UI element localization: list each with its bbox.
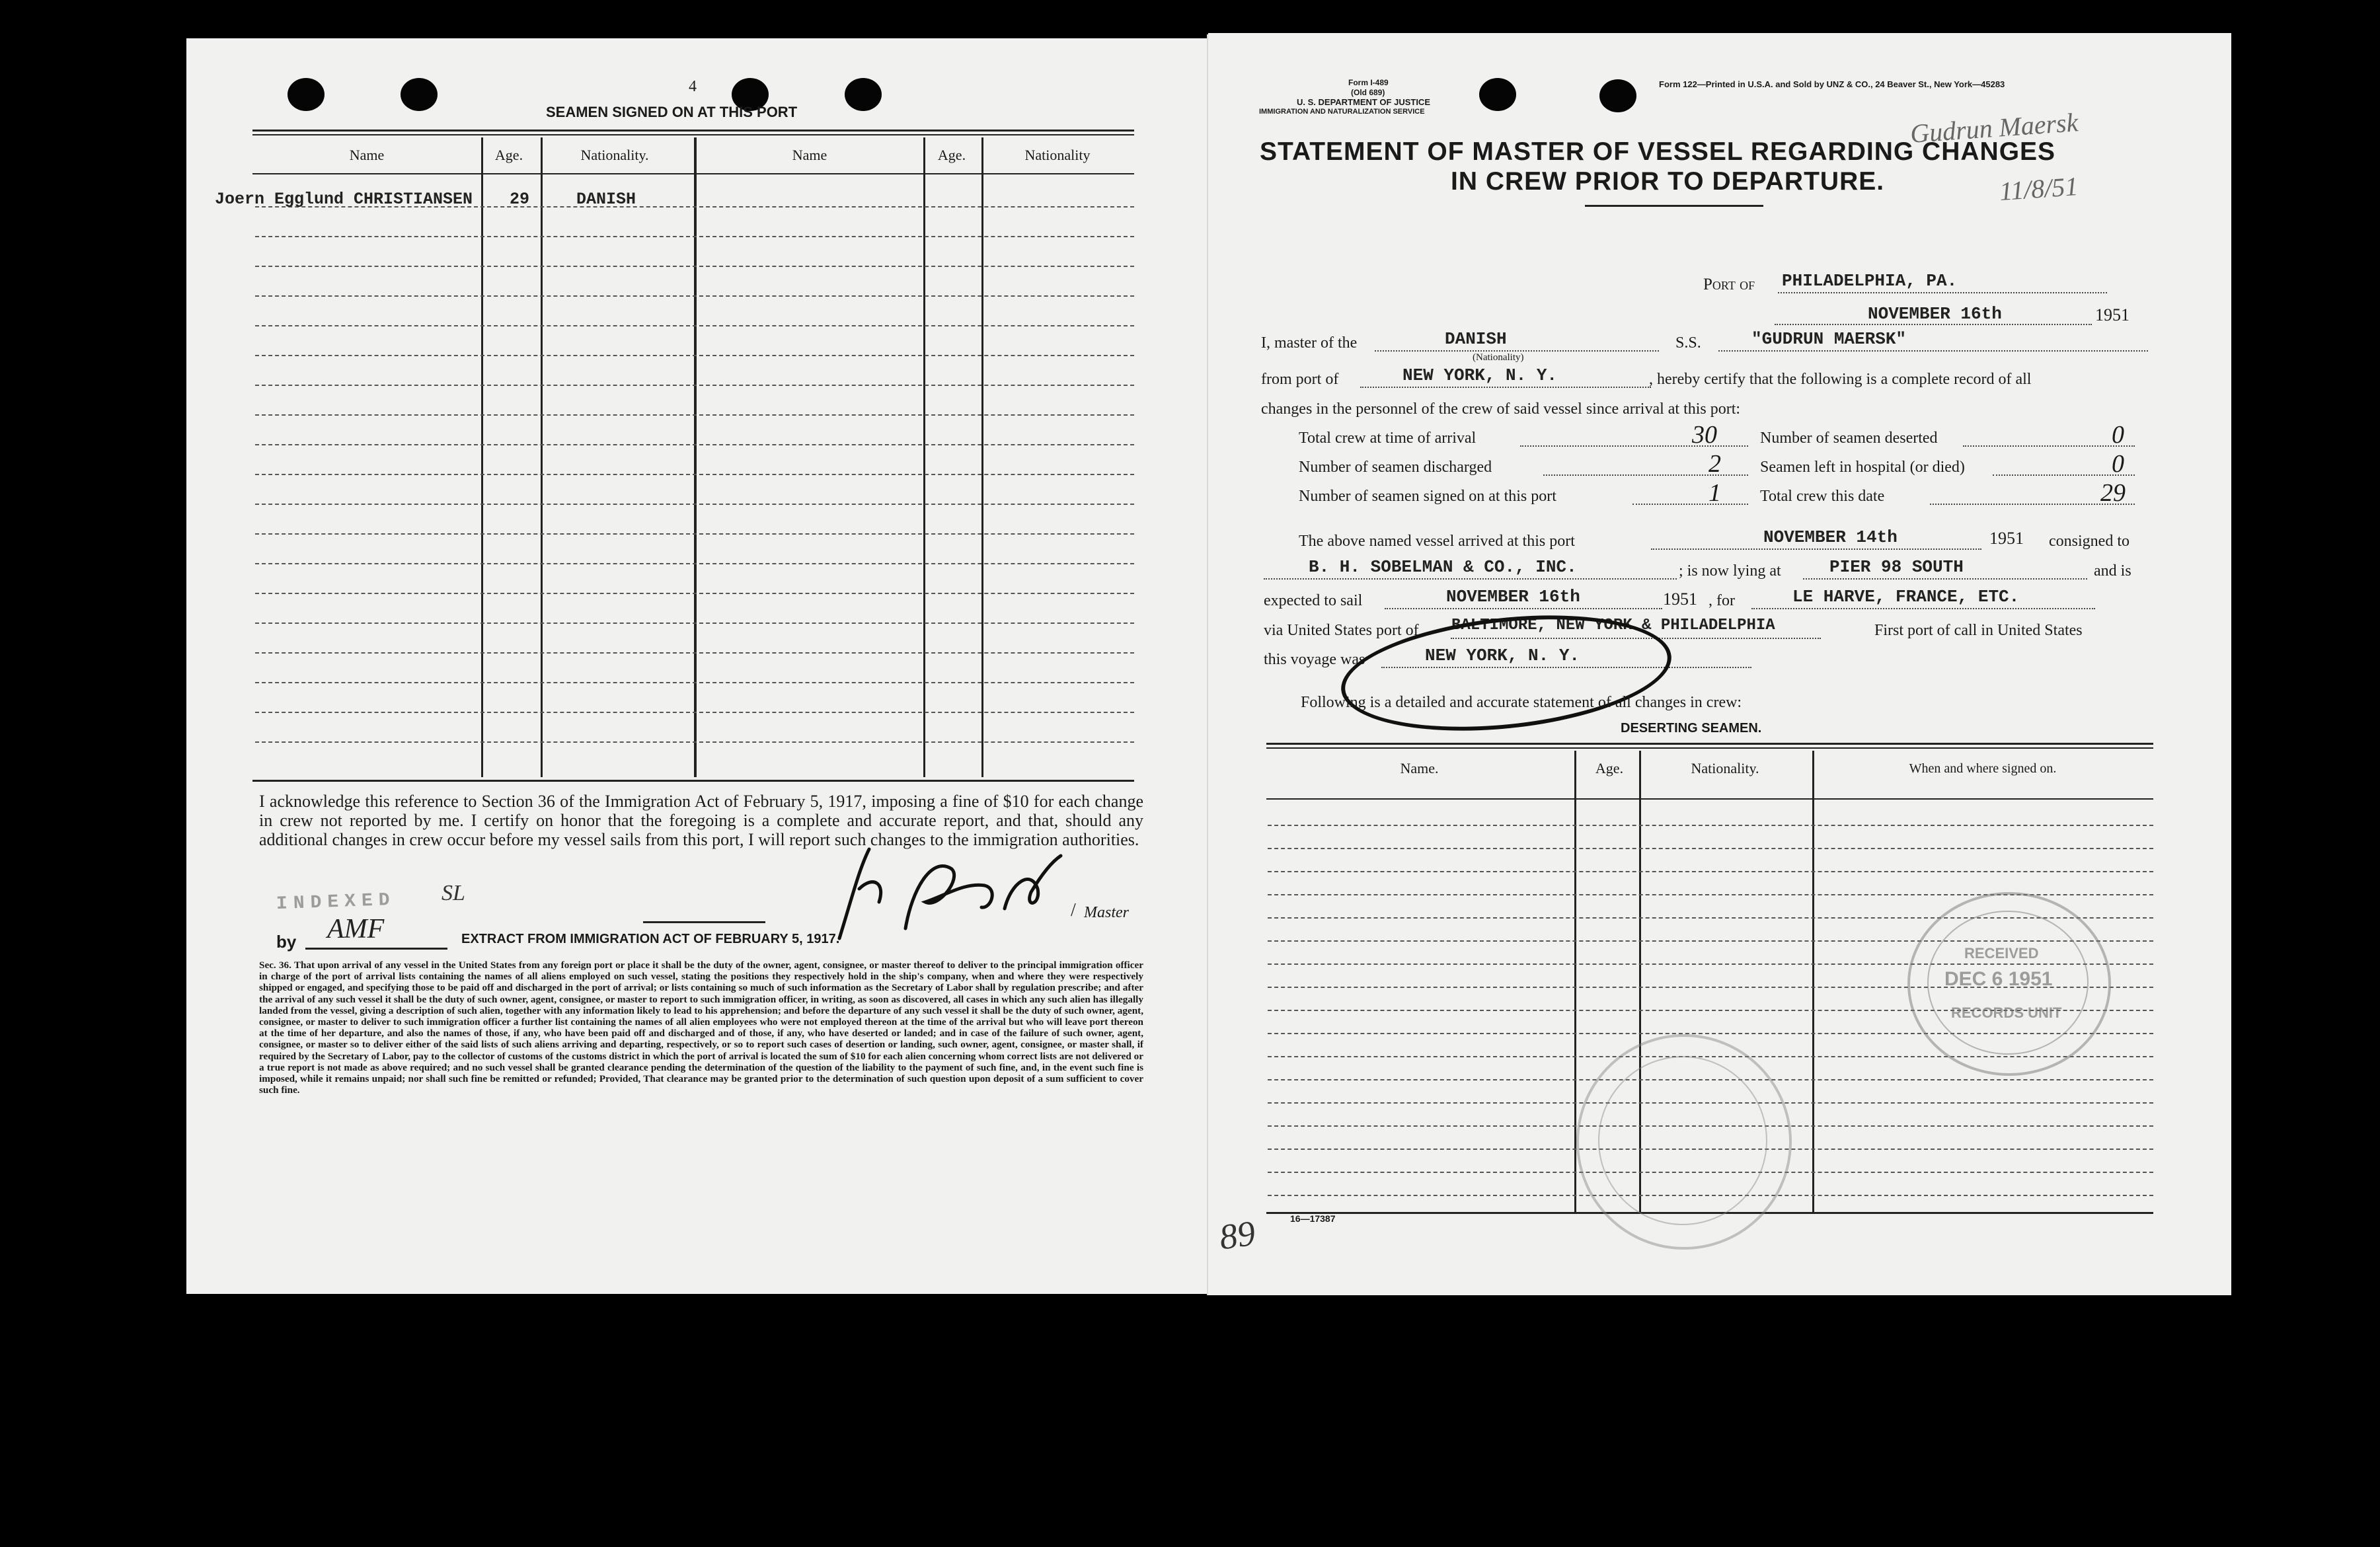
received-stamp-label: RECEIVED bbox=[1964, 945, 2039, 962]
table-row-line bbox=[255, 533, 1134, 535]
column-divider bbox=[481, 137, 483, 777]
this-voyage-value: NEW YORK, N. Y. bbox=[1425, 646, 1580, 665]
table-row-line bbox=[255, 593, 1134, 594]
deserting-header-bottom-rule bbox=[1266, 798, 2153, 800]
column-header-age: Age. bbox=[494, 147, 523, 163]
consignee-value: B. H. SOBELMAN & CO., INC. bbox=[1309, 557, 1577, 577]
by-initials: AMF bbox=[327, 914, 385, 944]
entry-name: Joern Egglund CHRISTIANSEN bbox=[215, 190, 473, 209]
via-value: BALTIMORE, NEW YORK & PHILADELPHIA bbox=[1451, 617, 1775, 634]
table-row-line bbox=[255, 652, 1134, 654]
by-underline bbox=[305, 948, 447, 950]
table-row-line bbox=[1268, 871, 2153, 872]
stat-value: 29 bbox=[2100, 479, 2126, 507]
arrived-value: NOVEMBER 14th bbox=[1763, 527, 1898, 547]
section-36-text: Sec. 36. That upon arrival of any vessel in the United States from any foreign port or place it shall be the duty of the owner, agent, consignee, or master thereof to deliver to the principal immigration officer in charge of the port of arrival lists containing the names of all aliens employed on such vessel, stating the positions they respectively hold in the ship's company, when and where they were respectively shipped or engaged, and specifying those to be paid off and discharged in the port of arrival; or lists containing so much of such information as the Secretary of Labor shall by regulation prescribe; and after the arrival of any such vessel it shall be the duty of such owner, agent, consignee, or master to report to such immigration officer, in writing, as soon as discovered, all cases in which any such alien has illegally landed from the vessel, giving a description of such alien, together with any information likely to lead to his apprehension; and before the departure of any such vessel it shall be the duty of such owner, agent, consignee, or master to deliver to such immigration officer a further list containing the names of all alien employees who were not employed thereon at the time of the arrival but who will leave port thereon at the time of her departure, and also the names of those, if any, who have been paid off and discharged and of those, if any, who have deserted or landed; and in case of the failure of such owner, agent, consignee, or master so to deliver either of the said lists of such aliens arriving and departing, respectively, or so to report such cases of desertion or landing, such owner, agent, consignee, or master shall, if required by the Secretary of Labor, pay to the collector of customs of the customs district in which the port of arrival is located the sum of $10 for each alien concerning whom correct lists are not delivered or a true report is not made as above required; and no such vessel shall be granted clearance pending the determination of the question of the liability to the payment of such fine, and, in the event such fine is imposed, while it remains unpaid; nor shall such fine be remitted or refunded; Provided, That clearance may be granted prior to the determination of such question upon deposit of a sum sufficient to cover such fine. bbox=[259, 960, 1143, 1096]
date-year: 1951 bbox=[2095, 305, 2130, 324]
title-underline bbox=[1585, 205, 1763, 207]
column-header-when-where: When and where signed on. bbox=[1909, 761, 2057, 776]
port-fill bbox=[1778, 292, 2107, 293]
stat-label: Total crew at time of arrival bbox=[1299, 430, 1477, 447]
stat-label: Total crew this date bbox=[1760, 488, 1885, 505]
received-stamp-date: DEC 6 1951 bbox=[1944, 968, 2053, 990]
stat-value: 30 bbox=[1692, 421, 1717, 449]
table-row-line bbox=[1268, 825, 2153, 826]
table-row-line bbox=[255, 712, 1134, 713]
statement-title-line2: IN CREW PRIOR TO DEPARTURE. bbox=[1451, 167, 1885, 196]
margin-mark: 89 bbox=[1217, 1213, 1258, 1258]
from-port-value: NEW YORK, N. Y. bbox=[1402, 365, 1558, 385]
entry-nationality: DANISH bbox=[576, 190, 636, 209]
form-id: Form I-489 bbox=[1348, 78, 1389, 87]
expected-year: 1951 bbox=[1663, 589, 1697, 609]
table-row-line bbox=[255, 741, 1134, 743]
consigned-label: consigned to bbox=[2049, 533, 2130, 550]
ship-value: "GUDRUN MAERSK" bbox=[1751, 329, 1907, 349]
port-value: PHILADELPHIA, PA. bbox=[1782, 271, 1958, 291]
table-row-line bbox=[255, 295, 1134, 297]
header-rule bbox=[252, 134, 1134, 135]
column-divider bbox=[981, 137, 983, 777]
master-of-label: I, master of the bbox=[1261, 334, 1358, 352]
lying-value: PIER 98 SOUTH bbox=[1829, 557, 1964, 577]
ss-label: S.S. bbox=[1675, 334, 1701, 352]
lying-label: ; is now lying at bbox=[1679, 562, 1781, 580]
punch-hole bbox=[845, 78, 882, 111]
master-mark: / bbox=[1071, 900, 1076, 921]
column-header-nationality: Nationality. bbox=[1691, 760, 1759, 776]
table-row-line bbox=[255, 474, 1134, 475]
by-label: by bbox=[276, 932, 297, 952]
column-divider bbox=[541, 137, 543, 777]
column-header-age: Age. bbox=[1595, 760, 1624, 776]
printer-line: Form 122—Printed in U.S.A. and Sold by UNZ & CO., 24 Beaver St., New York—45283 bbox=[1659, 79, 2005, 89]
statement-title-line1: STATEMENT OF MASTER OF VESSEL REGARDING CHANGES bbox=[1260, 137, 2056, 166]
column-divider bbox=[1812, 751, 1814, 1213]
column-header-age-2: Age. bbox=[937, 147, 966, 163]
arrived-fill bbox=[1651, 548, 1981, 550]
expected-label: expected to sail bbox=[1264, 592, 1363, 609]
stat-fill bbox=[1963, 445, 2135, 447]
master-label: Master bbox=[1084, 904, 1129, 921]
column-divider bbox=[923, 137, 925, 777]
table-row-line bbox=[255, 325, 1134, 326]
form-old: (Old 689) bbox=[1351, 88, 1385, 97]
punch-hole bbox=[288, 78, 325, 111]
column-header-name-2: Name bbox=[792, 147, 827, 163]
changes-text: changes in the personnel of the crew of said vessel since arrival at this port: bbox=[1261, 400, 1741, 418]
for-value: LE HARVE, FRANCE, ETC. bbox=[1792, 587, 2020, 607]
nationality-caption: (Nationality) bbox=[1473, 352, 1524, 363]
via-label: via United States port of bbox=[1264, 622, 1419, 639]
punch-hole bbox=[1479, 78, 1516, 111]
table-row-line bbox=[255, 414, 1134, 416]
first-port-label: First port of call in United States bbox=[1874, 622, 2083, 639]
from-port-fill bbox=[1360, 387, 1651, 388]
table-row-line bbox=[255, 682, 1134, 683]
column-header-name: Name. bbox=[1400, 760, 1439, 776]
stat-label: Number of seamen signed on at this port bbox=[1299, 488, 1556, 505]
stat-value: 2 bbox=[1708, 450, 1721, 478]
handwritten-ship-name: Gudrun Maersk bbox=[1909, 107, 2079, 149]
deserting-rule bbox=[1266, 747, 2153, 749]
indexed-stamp: INDEXED bbox=[276, 889, 397, 915]
date-value: NOVEMBER 16th bbox=[1868, 304, 2002, 324]
for-fill bbox=[1751, 608, 2095, 609]
column-header-name: Name bbox=[349, 147, 385, 163]
stat-label: Number of seamen discharged bbox=[1299, 459, 1492, 476]
header-rule bbox=[252, 130, 1134, 132]
received-stamp-unit: RECORDS UNIT bbox=[1951, 1004, 2062, 1021]
department: U. S. DEPARTMENT OF JUSTICE bbox=[1297, 97, 1430, 107]
punch-hole bbox=[1599, 79, 1636, 112]
table-row-line bbox=[255, 236, 1134, 237]
stat-fill bbox=[1632, 504, 1748, 505]
column-header-nationality: Nationality. bbox=[580, 147, 649, 163]
ship-fill bbox=[1718, 350, 2148, 352]
service: IMMIGRATION AND NATURALIZATION SERVICE bbox=[1259, 108, 1425, 116]
extract-title: EXTRACT FROM IMMIGRATION ACT OF FEBRUARY 5, 1917. bbox=[461, 932, 840, 946]
expected-fill bbox=[1385, 608, 1662, 609]
stat-label: Number of seamen deserted bbox=[1760, 430, 1938, 447]
header-bottom-rule bbox=[252, 173, 1134, 174]
table-row-line bbox=[255, 355, 1134, 356]
punch-hole bbox=[401, 78, 438, 111]
consignee-fill bbox=[1264, 578, 1677, 580]
table-bottom-rule bbox=[252, 780, 1134, 782]
date-fill bbox=[1775, 324, 2092, 325]
column-header-nationality-2: Nationality bbox=[1024, 147, 1091, 163]
seamen-signed-on-heading: SEAMEN SIGNED ON AT THIS PORT bbox=[546, 104, 798, 120]
table-row-line bbox=[255, 266, 1134, 267]
port-label: Port of bbox=[1703, 276, 1755, 293]
indexed-handwritten-mark: SL bbox=[441, 881, 465, 905]
arrived-year: 1951 bbox=[1989, 529, 2024, 548]
acknowledgement-text: I acknowledge this reference to Section 36 of the Immigration Act of February 5, 1917, imposing a fine of $10 for each change in crew not reported by me. I certify on honor that the foregoing is a complete and accurate report, and that, should any additional changes in crew occur before my vessel sails from this port, I will report such changes to the immigration authorities. bbox=[259, 792, 1143, 849]
certify-text: , hereby certify that the following is a complete record of all bbox=[1649, 371, 2032, 388]
arrived-label: The above named vessel arrived at this port bbox=[1299, 533, 1575, 550]
entry-age: 29 bbox=[510, 190, 530, 209]
table-row-line bbox=[255, 385, 1134, 386]
table-row-line bbox=[1268, 848, 2153, 849]
signature-rule bbox=[643, 921, 765, 923]
stat-value: 1 bbox=[1708, 479, 1721, 507]
expected-value: NOVEMBER 16th bbox=[1446, 587, 1580, 607]
lying-fill bbox=[1803, 578, 2087, 580]
footer-code: 16—17387 bbox=[1290, 1213, 1336, 1224]
stat-value: 0 bbox=[2112, 421, 2124, 449]
table-row-line bbox=[255, 563, 1134, 564]
deserting-heading: DESERTING SEAMEN. bbox=[1621, 721, 1762, 736]
handwritten-date: 11/8/51 bbox=[1998, 170, 2079, 207]
and-is-label: and is bbox=[2094, 562, 2131, 580]
nationality-value: DANISH bbox=[1445, 329, 1507, 349]
page-number: 4 bbox=[689, 78, 697, 95]
from-port-label: from port of bbox=[1261, 371, 1339, 388]
deserting-rule bbox=[1266, 743, 2153, 745]
for-label: , for bbox=[1708, 592, 1735, 609]
column-divider bbox=[694, 137, 697, 777]
nationality-fill bbox=[1375, 350, 1659, 352]
table-row-line bbox=[255, 444, 1134, 445]
master-signature bbox=[813, 829, 1077, 945]
table-row-line bbox=[255, 623, 1134, 624]
stat-value: 0 bbox=[2112, 450, 2124, 478]
table-row-line bbox=[255, 504, 1134, 505]
following-text: Following is a detailed and accurate statement of all changes in crew: bbox=[1301, 694, 1742, 711]
this-voyage-label: this voyage was bbox=[1264, 651, 1365, 668]
stat-label: Seamen left in hospital (or died) bbox=[1760, 459, 1965, 476]
circular-stamp-inner-ring bbox=[1598, 1056, 1767, 1225]
